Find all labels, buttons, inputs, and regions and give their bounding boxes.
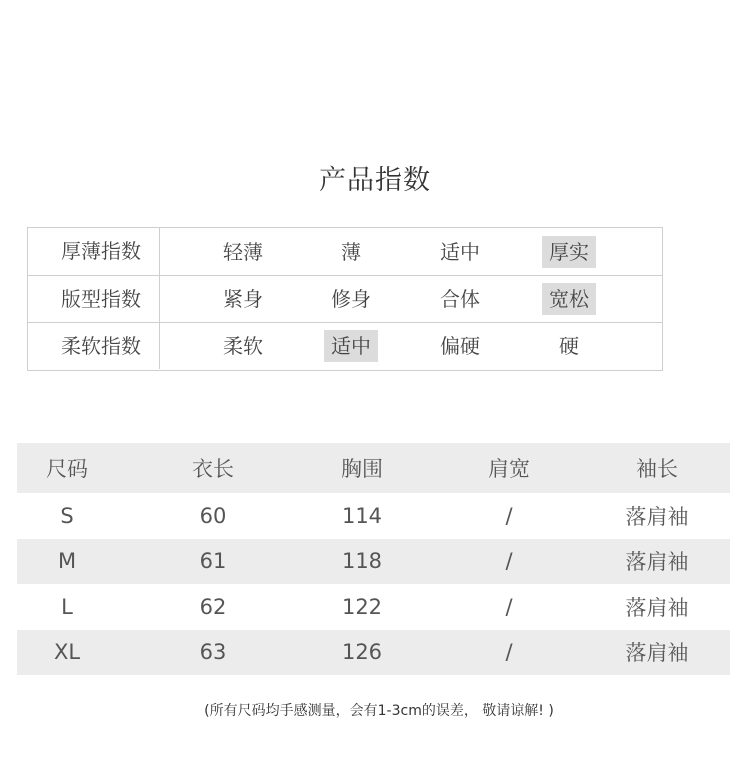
table-row: [17, 493, 730, 539]
product-index-table: [27, 227, 663, 371]
index-option-selected: 厚实: [529, 228, 609, 275]
size-header-cell: 衣长: [192, 457, 234, 481]
table-row: [17, 539, 730, 585]
size-cell: 60: [199, 503, 227, 528]
size-cell: 落肩袖: [625, 504, 689, 529]
size-header-cell: 胸围: [341, 457, 383, 481]
size-cell: 61: [199, 549, 227, 574]
index-row-label: 版型指数: [28, 276, 160, 322]
size-cell: 126: [341, 640, 383, 665]
index-option: 紧身: [223, 287, 263, 311]
size-cell: /: [505, 503, 513, 528]
size-table-header: [17, 443, 730, 493]
size-cell: 落肩袖: [625, 550, 689, 575]
size-cell: 122: [341, 594, 383, 619]
size-cell: /: [505, 640, 513, 665]
size-cell: 63: [199, 640, 227, 665]
table-row: [17, 584, 730, 630]
size-cell: 114: [341, 503, 383, 528]
size-cell: 62: [199, 594, 227, 619]
index-row-fit: [28, 275, 662, 322]
size-header-cell: 肩宽: [488, 457, 530, 481]
size-cell: /: [505, 594, 513, 619]
index-row-softness: [28, 322, 662, 369]
size-cell: 118: [341, 549, 383, 574]
size-cell: /: [505, 549, 513, 574]
size-cell: 落肩袖: [625, 595, 689, 620]
index-option-selected: 适中: [311, 323, 391, 369]
index-row-thickness: [28, 228, 662, 275]
size-cell: 落肩袖: [625, 641, 689, 666]
size-cell: L: [61, 594, 73, 619]
size-table: [17, 443, 730, 675]
size-cell: M: [57, 549, 77, 574]
index-option: 轻薄: [223, 239, 263, 264]
index-option: 薄: [341, 239, 361, 264]
index-row-label: 柔软指数: [28, 323, 160, 369]
index-option: 修身: [331, 287, 371, 311]
page-title: 产品指数: [319, 165, 431, 196]
measurement-note: (所有尺码均手感测量，会有1-3cm的误差， 敬请谅解! ): [204, 703, 554, 719]
index-row-label: 厚薄指数: [28, 228, 160, 275]
size-header-cell: 袖长: [636, 457, 678, 481]
index-option: 硬: [559, 334, 579, 358]
size-cell: S: [60, 503, 74, 528]
size-header-cell: 尺码: [46, 457, 88, 481]
table-row: [17, 630, 730, 676]
index-option: 柔软: [223, 334, 263, 358]
index-option: 适中: [440, 239, 480, 264]
index-option: 合体: [440, 287, 480, 311]
index-option: 偏硬: [440, 334, 480, 358]
index-option-selected: 宽松: [529, 276, 609, 322]
size-cell: XL: [53, 640, 81, 665]
